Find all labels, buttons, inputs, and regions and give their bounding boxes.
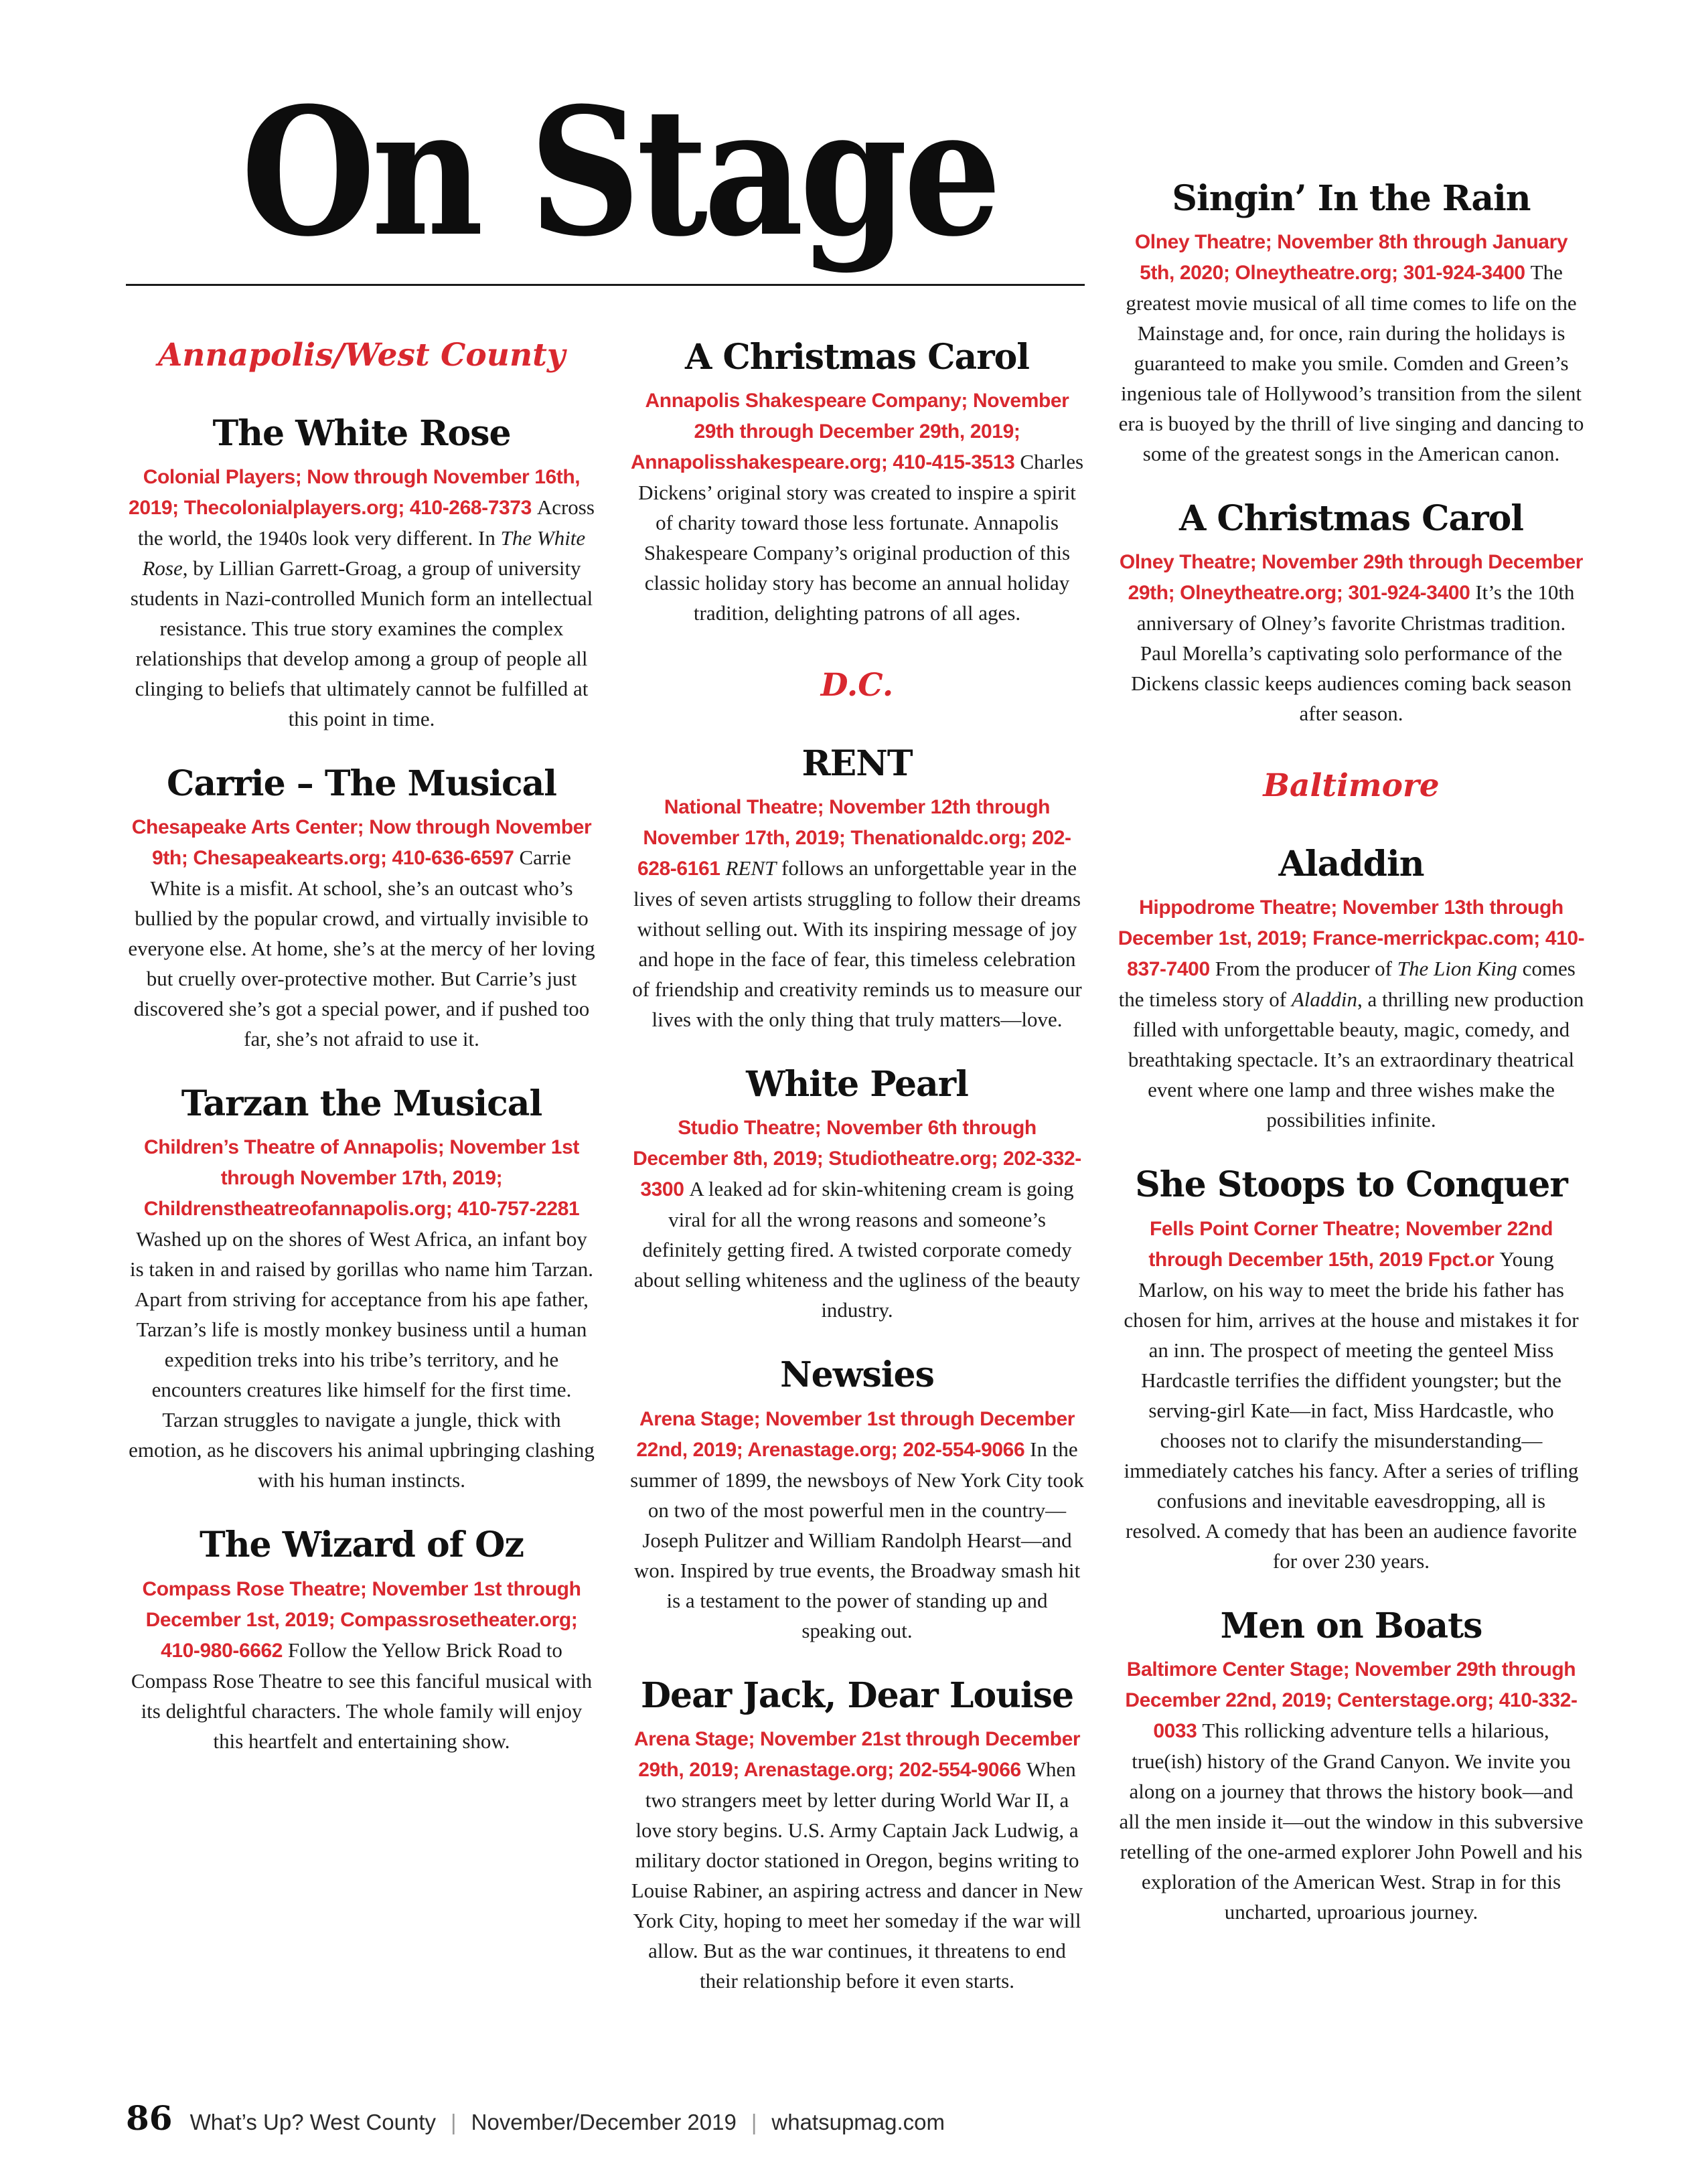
venue-info-text: Olney Theatre; November 8th through January 5th, 2020; Olneytheatre.org; 301-924-3400 xyxy=(1134,231,1568,285)
show-title: White Pearl xyxy=(746,1064,968,1105)
divider-rule xyxy=(126,284,1085,286)
listing-details xyxy=(629,385,1085,628)
description-text: , a thrilling new production filled with unforgettable beauty, magic, comedy, and breathtaking spectacle. It’s an extraordinary theatrical event where one lamp and three wishes make the possibilities infinite. xyxy=(1128,988,1584,1132)
description-text: From the producer of xyxy=(1215,957,1397,981)
show-title-italic: RENT xyxy=(725,856,777,880)
description-text: A leaked ad for skin-whitening cream is going viral for all the wrong reasons and someone’s definitely getting fired. A twisted corporate comedy about selling whiteness and the ugliness of the beauty industry. xyxy=(633,1177,1081,1322)
listing-entry xyxy=(1117,179,1586,469)
listing-details xyxy=(1117,1213,1586,1576)
show-title: Newsies xyxy=(780,1354,934,1396)
show-title: RENT xyxy=(801,743,913,784)
show-title: Dear Jack, Dear Louise xyxy=(640,1674,1074,1716)
column-annapolis-west-county xyxy=(127,338,596,1756)
show-title: Tarzan the Musical xyxy=(181,1083,542,1125)
show-title: A Christmas Carol xyxy=(684,337,1030,378)
description-text: It’s the 10th anniversary of Olney’s favorite Christmas tradition. Paul Morella’s captivating solo performance of the Dickens classic keeps audiences coming back season after season. xyxy=(1131,580,1575,726)
venue-info-text: Colonial Players; Now through November 16th, 2019; Thecolonialplayers.org; 410-268-7373 xyxy=(129,465,581,519)
section-header: D.C. xyxy=(820,667,894,704)
venue-info-text: Arena Stage; November 1st through December 22nd, 2019; Arenastage.org; 202-554-9066 xyxy=(636,1407,1075,1461)
column-dc xyxy=(629,338,1085,1996)
listing-details xyxy=(629,791,1085,1034)
show-title: Carrie – The Musical xyxy=(166,763,557,804)
issue-date: November/December 2019 xyxy=(471,2110,737,2134)
venue-info-text: National Theatre; November 12th through November 17th, 2019; Thenationaldc.org; 202-628-6161 xyxy=(637,796,1071,880)
listing-entry xyxy=(1117,1607,1586,1927)
description-text: Across the world, the 1940s look very different. In xyxy=(137,495,595,550)
website-url: whatsupmag.com xyxy=(771,2110,945,2134)
description-text: Young Marlow, on his way to meet the bride his father has chosen for him, arrives at the house and mistakes it for an inn. The prospect of meeting the genteel Miss Hardcastle terrifies the diffident youngster; but the serving-girl Kate—in fact, Miss Hardcastle, who chooses not to clarify the misunderstanding—immediately catches his fancy. After a series of trifling confusions and inevitable eavesdropping, all is resolved. A comedy that has been an audience favorite for over 230 years. xyxy=(1124,1247,1579,1573)
listing-details xyxy=(629,1403,1085,1646)
description-text: Washed up on the shores of West Africa, an infant boy is taken in and raised by gorillas who name him Tarzan. Apart from striving for acceptance from his ape father, Tarzan’s life is mostly monkey business until a human expedition treks into his tribe’s territory, and he encounters creatures like himself for the first time. Tarzan struggles to navigate a jungle, thick with emotion, as he discovers his animal upbringing clashing with his human instincts. xyxy=(129,1227,595,1492)
listing-details xyxy=(127,1132,596,1495)
listing-entry xyxy=(127,1085,596,1495)
listing-entry xyxy=(629,745,1085,1034)
section-header: Annapolis/West County xyxy=(157,337,566,374)
show-title: Aladdin xyxy=(1278,844,1424,885)
show-title: Singin’ In the Rain xyxy=(1172,178,1531,219)
listing-entry xyxy=(1117,1166,1586,1575)
description-text: Carrie White is a misfit. At school, she’s an outcast who’s bullied by the popular crowd, and virtually invisible to everyone else. At home, she’s at the mercy of her loving but cruelly over-protective mother. But Carrie’s just discovered she’s got a special power, and if pushed too far, she’s not afraid to use it. xyxy=(128,846,595,1051)
footer-meta xyxy=(190,2110,945,2135)
show-title-italic: Aladdin xyxy=(1291,988,1358,1012)
listing-entry xyxy=(127,1526,596,1756)
venue-info-text: Arena Stage; November 21st through December 29th, 2019; Arenastage.org; 202-554-9066 xyxy=(633,1727,1081,1781)
listing-details xyxy=(1117,892,1586,1135)
listing-details xyxy=(1117,226,1586,469)
listing-details xyxy=(629,1723,1085,1996)
show-title: She Stoops to Conquer xyxy=(1135,1164,1568,1206)
venue-info-text: Fells Point Corner Theatre; November 22nd through December 15th, 2019 Fpct.or xyxy=(1148,1217,1553,1271)
listing-entry xyxy=(629,338,1085,628)
listing-details xyxy=(127,1573,596,1756)
venue-info-text: Olney Theatre; November 29th through December 29th; Olneytheatre.org; 301-924-3400 xyxy=(1119,551,1584,605)
description-text: Follow the Yellow Brick Road to Compass Rose Theatre to see this fanciful musical with its delightful characters. The whole family will enjoy this heartfelt and entertaining show. xyxy=(131,1638,593,1753)
page-number: 86 xyxy=(126,2098,173,2138)
column-baltimore xyxy=(1117,179,1586,1927)
listing-details xyxy=(127,811,596,1054)
description-text: The greatest movie musical of all time comes to life on the Mainstage and, for once, rain during the holidays is guaranteed to make you smile. Comden and Green’s ingenious tale of Hollywood’s transition from the silent era is buoyed by the thrill of live singing and dancing to some of the greatest songs in the American canon. xyxy=(1118,260,1584,466)
footer-separator: | xyxy=(451,2110,457,2134)
venue-info-text: Studio Theatre; November 6th through December 8th, 2019; Studiotheatre.org; 202-332-3300 xyxy=(633,1117,1081,1201)
description-text: Charles Dickens’ original story was created to inspire a spirit of charity toward those less fortunate. Annapolis Shakespeare Company’s original production of this classic holiday story has become an annual holiday tradition, delighting patrons of all ages. xyxy=(638,450,1084,625)
magazine-name: What’s Up? West County xyxy=(189,2110,437,2134)
description-text: When two strangers meet by letter during World War II, a love story begins. U.S. Army Captain Jack Ludwig, a military doctor stationed in Oregon, begins writing to Louise Rabiner, an aspiring actress and dancer in New York City, hoping to meet her someday if the war will allow. But as the war continues, it threatens to end their relationship before it even starts. xyxy=(631,1757,1083,1993)
description-text: In the summer of 1899, the newsboys of New York City took on two of the most powerful men in the country—Joseph Pulitzer and William Randolph Hearst—and won. Inspired by true events, the Broadway smash hit is a testament to the power of standing up and speaking out. xyxy=(630,1437,1084,1642)
listing-details xyxy=(1117,1654,1586,1927)
description-text: comes the timeless story of xyxy=(1118,957,1576,1012)
show-title-italic: The White Rose xyxy=(142,526,586,580)
show-title: Men on Boats xyxy=(1220,1605,1482,1646)
venue-info-text: Hippodrome Theatre; November 13th through December 1st, 2019; France-merrickpac.com; 410-837-7400 xyxy=(1118,896,1585,981)
page-footer xyxy=(126,2098,945,2138)
venue-info-text: Compass Rose Theatre; November 1st through December 1st, 2019; Compassrosetheater.org; 410-980-6662 xyxy=(142,1577,581,1662)
listing-entry xyxy=(629,1356,1085,1645)
venue-info-text: Children’s Theatre of Annapolis; November 1st through November 17th, 2019; Childrenstheatreofannapolis.org; 410-757-2281 xyxy=(143,1136,580,1221)
footer-separator: | xyxy=(751,2110,757,2134)
listing-entry xyxy=(1117,499,1586,728)
description-text: follows an unforgettable year in the lives of seven artists struggling to follow their dreams without selling out. With its inspiring message of joy and hope in the face of fear, this timeless celebration of friendship and creativity reminds us to measure our lives with the only thing that truly matters—love. xyxy=(632,856,1082,1032)
listing-entry xyxy=(127,765,596,1054)
listing-details xyxy=(629,1112,1085,1325)
show-title-italic: The Lion King xyxy=(1397,957,1517,981)
listing-details xyxy=(127,461,596,734)
description-text: This rollicking adventure tells a hilarious, true(ish) history of the Grand Canyon. We invite you along on a journey that throws the history book—and all the men inside it—out the window in this subversive retelling of the one-armed explorer John Powell and his exploration of the American West. Strap in for this uncharted, uproarious journey. xyxy=(1119,1718,1584,1924)
listing-entry xyxy=(629,1065,1085,1325)
page-title: On Stage xyxy=(241,69,998,275)
show-title: The White Rose xyxy=(212,412,511,454)
venue-info-text: Chesapeake Arts Center; Now through November 9th; Chesapeakearts.org; 410-636-6597 xyxy=(131,816,592,870)
show-title: A Christmas Carol xyxy=(1178,498,1524,540)
venue-info-text: Annapolis Shakespeare Company; November 29th through December 29th, 2019; Annapolisshakespeare.org; 410-415-3513 xyxy=(630,390,1069,474)
listing-details xyxy=(1117,546,1586,728)
listing-entry xyxy=(127,414,596,734)
venue-info-text: Baltimore Center Stage; November 29th through December 22nd, 2019; Centerstage.org; 410-332-0033 xyxy=(1125,1658,1578,1742)
listing-entry xyxy=(1117,845,1586,1135)
description-text: , by Lillian Garrett-Groag, a group of university students in Nazi-controlled Munich form an intellectual resistance. This true story examines the complex relationships that develop among a group of people all clinging to beliefs that ultimately cannot be fulfilled at this point in time. xyxy=(130,556,593,730)
show-title: The Wizard of Oz xyxy=(200,1525,524,1566)
section-header: Baltimore xyxy=(1263,767,1440,805)
listing-entry xyxy=(629,1676,1085,1996)
